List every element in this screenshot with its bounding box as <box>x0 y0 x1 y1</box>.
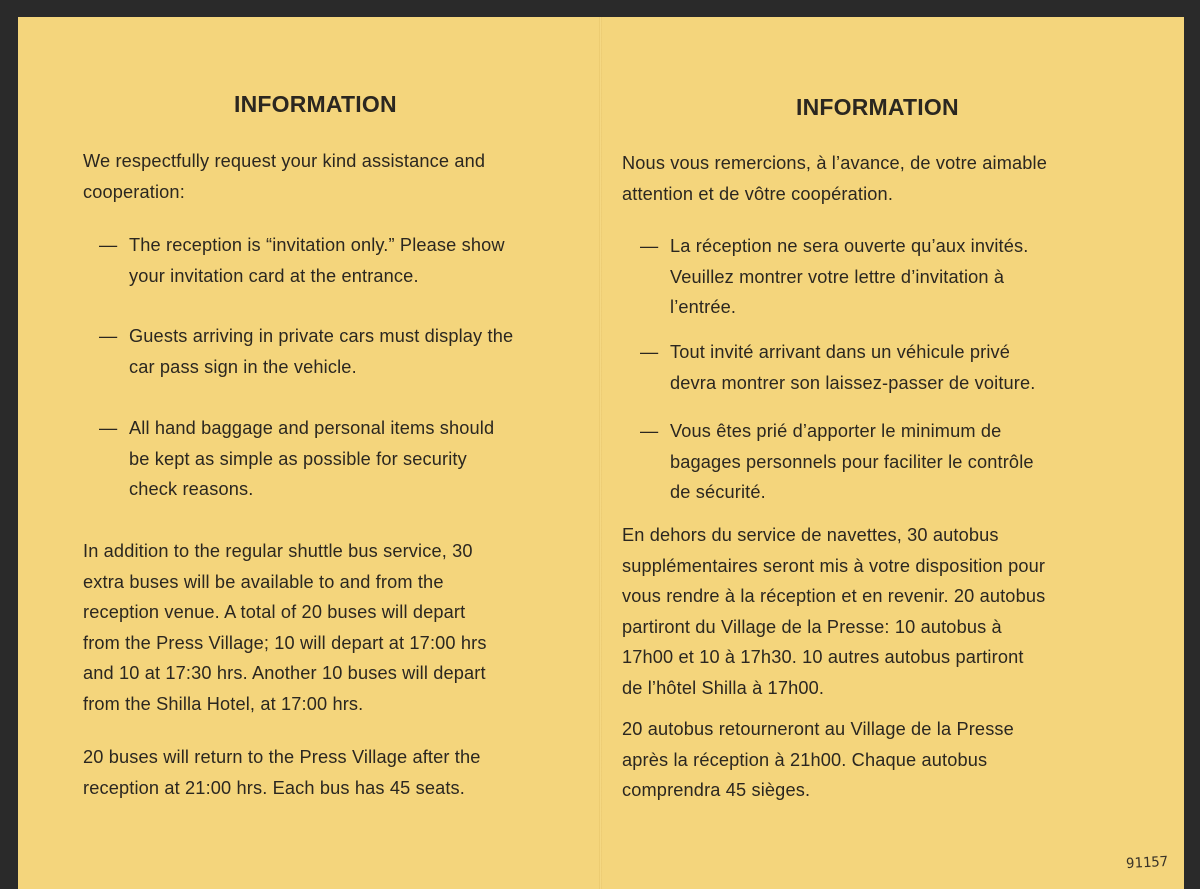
bullet-dash: — <box>99 418 118 438</box>
french-bus-returns: 20 autobus retourneront au Village de la Presse après la réception à 21h00. Chaque autobus comprendra 45 sièges. <box>622 719 1014 800</box>
bullet-dash: — <box>640 236 659 256</box>
bullet-text: Vous êtes prié d’apporter le minimum de bagages personnels pour faciliter le contrôle de sécurité. <box>670 421 1034 502</box>
bullet-text: The reception is “invitation only.” Please show your invitation card at the entrance. <box>129 235 505 286</box>
english-bus-departures: In addition to the regular shuttle bus service, 30 extra buses will be available to and from the reception venue. A total of 20 buses will depart from the Press Village; 10 will depart at 17:00 hrs and 10 at 17:30 hrs. Another 10 buses will depart from the Shilla Hotel, at 17:00 hrs. <box>83 541 487 714</box>
french-bus-departures: En dehors du service de navettes, 30 autobus supplémentaires seront mis à votre disposition pour vous rendre à la réception et en revenir. 20 autobus partiront du Village de la Presse: 10 autobus à 17h00 et 10 à 17h30. 10 autres autobus partiront de l’hôtel Shilla à 17h00. <box>622 525 1046 698</box>
handwritten-reference-number: 91157 <box>1125 853 1169 873</box>
bullet-dash: — <box>640 421 659 441</box>
center-fold <box>599 17 602 889</box>
bullet-text: Tout invité arrivant dans un véhicule privé devra montrer son laissez-passer de voiture. <box>670 342 1036 393</box>
bullet-text: All hand baggage and personal items should be kept as simple as possible for security check reasons. <box>129 418 495 499</box>
english-title: INFORMATION <box>234 91 397 117</box>
bullet-dash: — <box>99 235 118 255</box>
french-title: INFORMATION <box>796 94 959 120</box>
english-intro: We respectfully request your kind assistance and cooperation: <box>83 151 486 202</box>
bullet-text: La réception ne sera ouverte qu’aux invités. Veuillez montrer votre lettre d’invitation à l’entrée. <box>670 236 1029 317</box>
document-sheet <box>18 17 1184 889</box>
french-intro: Nous vous remercions, à l’avance, de votre aimable attention et de vôtre coopération. <box>622 153 1048 204</box>
bullet-dash: — <box>99 326 118 346</box>
bullet-dash: — <box>640 342 659 362</box>
bullet-text: Guests arriving in private cars must display the car pass sign in the vehicle. <box>129 326 514 377</box>
english-bus-returns: 20 buses will return to the Press Village after the reception at 21:00 hrs. Each bus has 45 seats. <box>83 747 481 798</box>
